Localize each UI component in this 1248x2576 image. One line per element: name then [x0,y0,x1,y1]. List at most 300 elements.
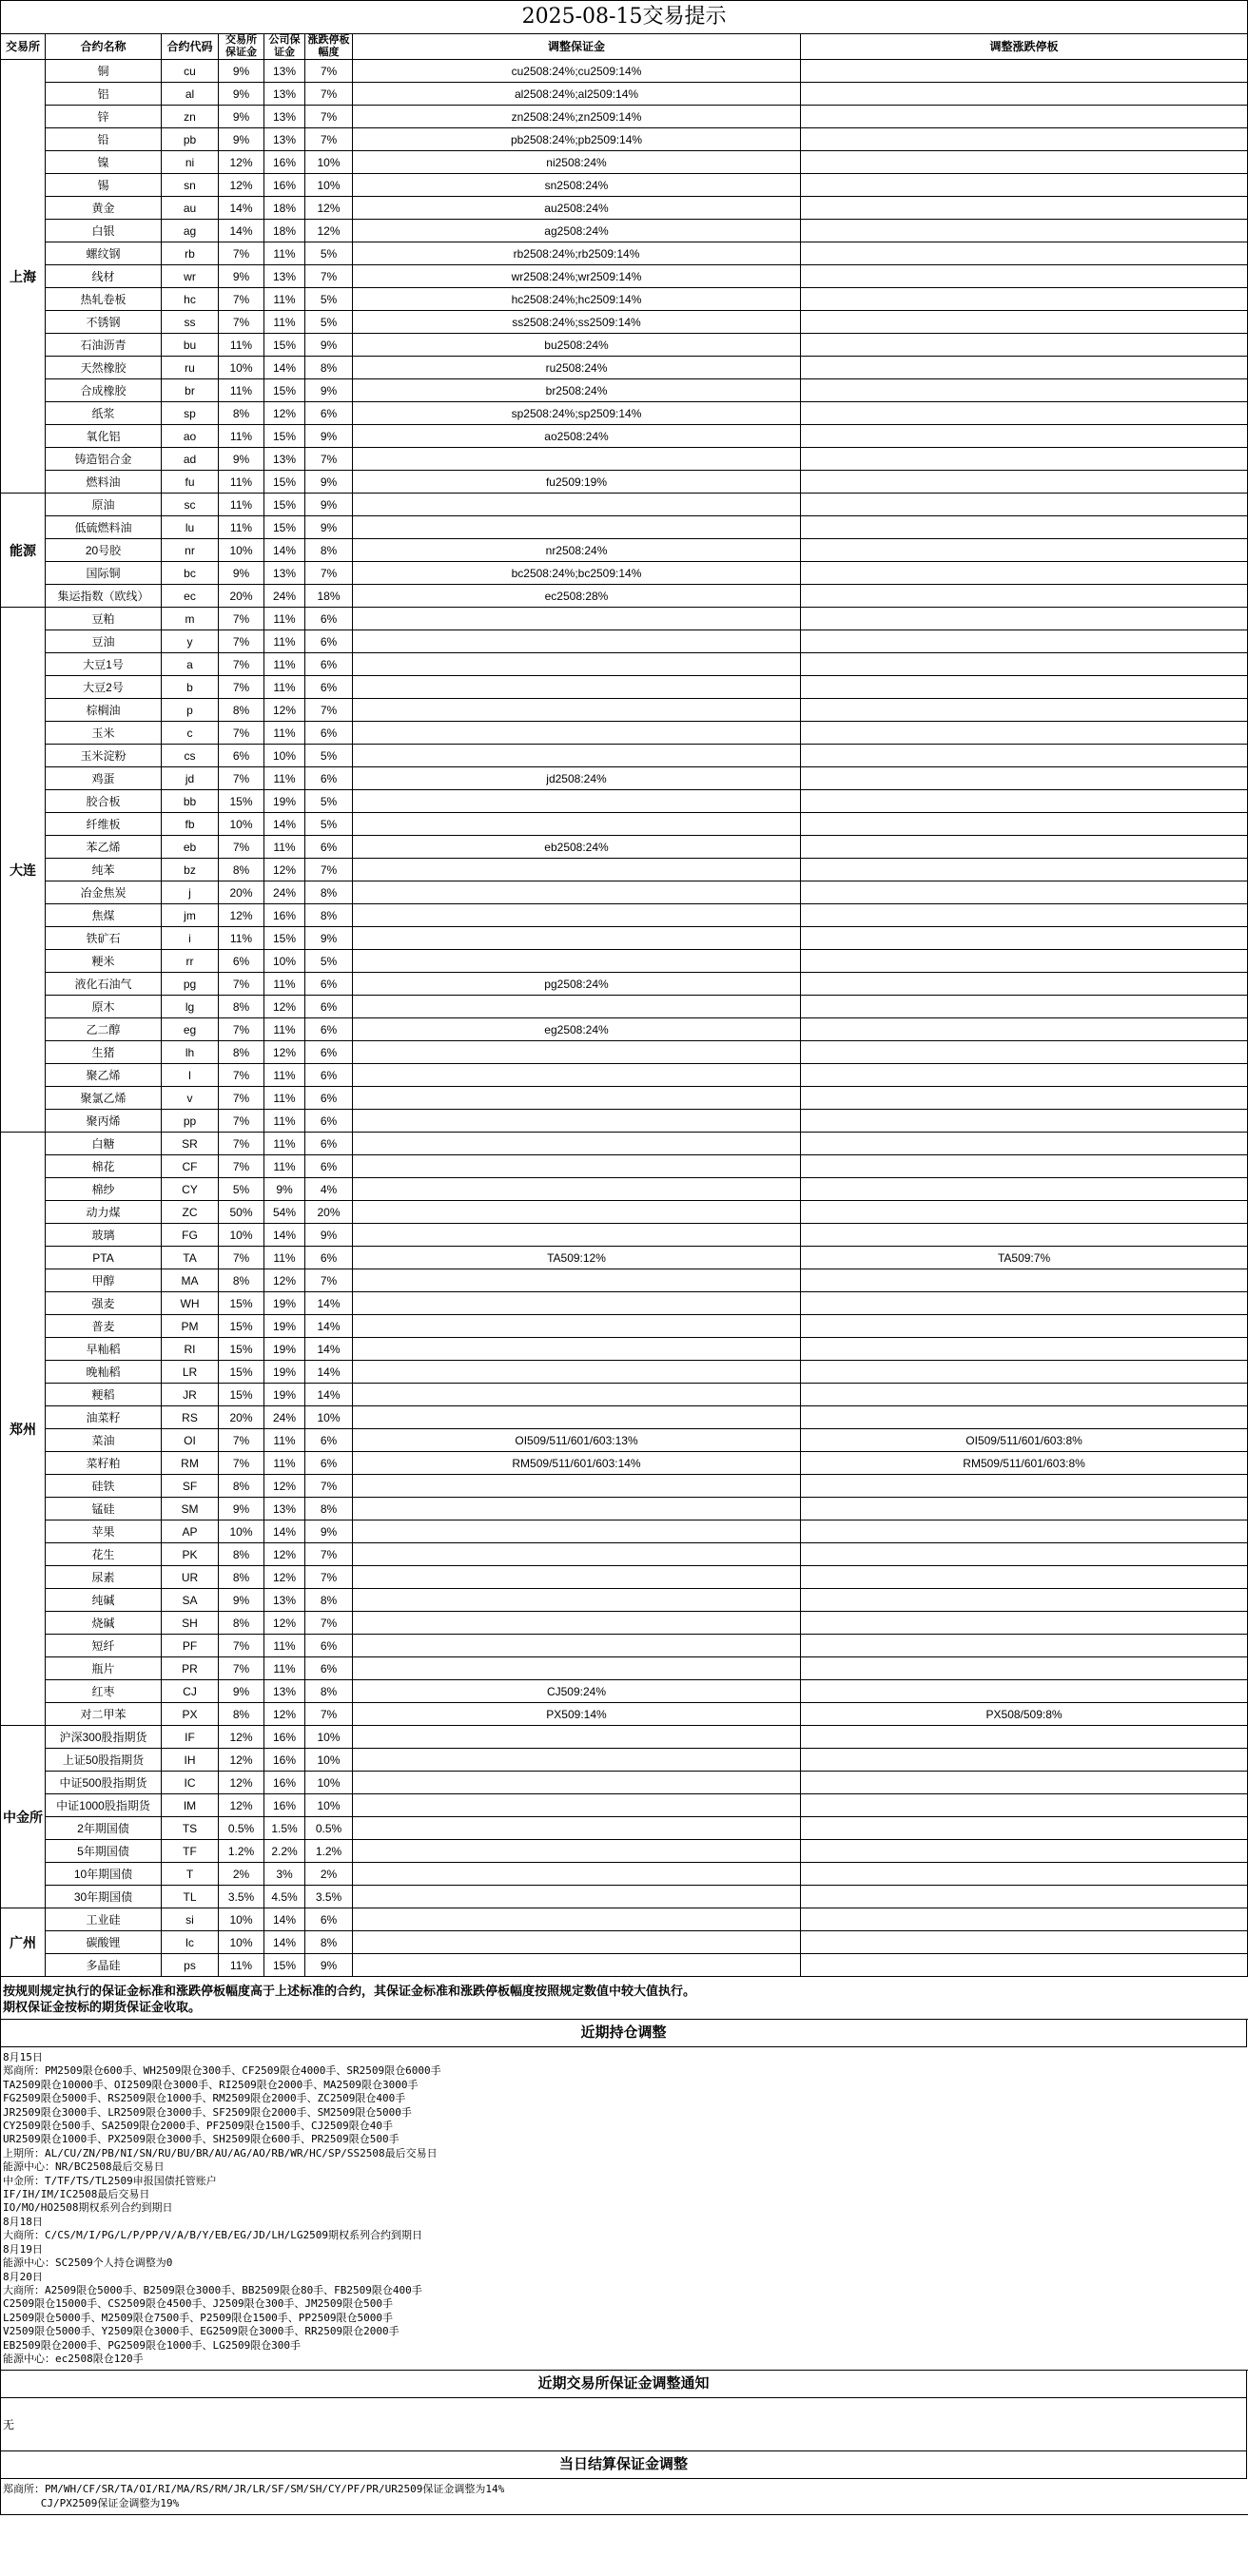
table-row [1,1064,1248,1087]
contract-code-cell: b [162,676,219,699]
table-row [1,1589,1248,1612]
adjusted-margin-cell: au2508:24% [353,197,801,220]
contract-name-cell: 玉米淀粉 [46,745,162,767]
contract-name-cell: 铅 [46,128,162,151]
table-row [1,1635,1248,1657]
contract-name-cell: 冶金焦炭 [46,881,162,904]
exchange-margin-cell: 7% [219,1452,264,1475]
adjusted-limit-cell [801,745,1248,767]
company-margin-cell: 11% [264,1064,305,1087]
adjusted-limit-cell [801,767,1248,790]
limit-range-cell: 8% [305,1589,353,1612]
adjusted-margin-cell [353,1406,801,1429]
limit-range-cell: 10% [305,151,353,174]
adjusted-margin-cell: PX509:14% [353,1703,801,1726]
adjusted-margin-cell [353,1612,801,1635]
adjusted-limit-cell [801,1475,1248,1498]
contract-name-cell: 苹果 [46,1520,162,1543]
table-row [1,1543,1248,1566]
contract-name-cell: 黄金 [46,197,162,220]
company-margin-cell: 16% [264,174,305,197]
exchange-margin-cell: 12% [219,1749,264,1772]
contract-name-cell: 原木 [46,996,162,1018]
table-row [1,1361,1248,1384]
table-row [1,1201,1248,1224]
contract-code-cell: sn [162,174,219,197]
exchange-margin-cell: 11% [219,1954,264,1977]
company-margin-cell: 11% [264,1635,305,1657]
company-margin-cell: 19% [264,1361,305,1384]
adjusted-limit-cell [801,402,1248,425]
limit-range-cell: 5% [305,311,353,334]
exchange-margin-cell: 15% [219,790,264,813]
table-row [1,1794,1248,1817]
contract-code-cell: cs [162,745,219,767]
limit-range-cell: 1.2% [305,1840,353,1863]
contract-code-cell: pg [162,973,219,996]
company-margin-cell: 16% [264,904,305,927]
adjusted-margin-cell [353,1292,801,1315]
limit-range-cell: 8% [305,1680,353,1703]
exchange-margin-cell: 8% [219,1269,264,1292]
adjusted-margin-cell [353,1635,801,1657]
contract-name-cell: 燃料油 [46,471,162,494]
adjusted-margin-cell: sn2508:24% [353,174,801,197]
contract-code-cell: PR [162,1657,219,1680]
adjusted-margin-cell: ec2508:28% [353,585,801,608]
limit-range-cell: 14% [305,1315,353,1338]
limit-range-cell: 7% [305,859,353,881]
contract-name-cell: 氧化铝 [46,425,162,448]
limit-range-cell: 20% [305,1201,353,1224]
adjusted-margin-cell: al2508:24%;al2509:14% [353,83,801,106]
contract-code-cell: cu [162,60,219,83]
exchange-margin-cell: 11% [219,494,264,516]
adjusted-margin-cell [353,1224,801,1247]
contract-name-cell: 5年期国债 [46,1840,162,1863]
company-margin-cell: 14% [264,1520,305,1543]
adjusted-limit-cell [801,1726,1248,1749]
position-adjust-body: 8月15日 郑商所：PM2509限仓600手、WH2509限仓300手、CF2509限仓4000手、SR2509限仓6000手 TA2509限仓10000手、OI2509限仓3000手、RI2509限仓2000手、MA2509限仓3000手 FG2509限仓5000手、RS2509限仓1000手、RM2509限仓2000手、ZC2509限仓400手 JR2509限仓3000手、LR2509限仓3000手、SF2509限仓2000手、SM2509限仓5000手 CY2509限仓500手、SA2509限仓2000手、PF2509限仓1500手、CJ2509限仓40手 UR2509限仓1000手、PX2509限仓3000手、SH2509限仓600手、PR2509限仓500手 上期所：AL/CU/ZN/PB/NI/SN/RU/BU/BR/AU/AG/AO/RB/WR/HC/SP/SS2508最后交易日 能源中心：NR/BC2508最后交易日 中金所：T/TF/TS/TL2509申报国债托管账户 IF/IH/IM/IC2508最后交易日 IO/MO/HO2508期权系列合约到期日 8月18日 大商所：C/CS/M/I/PG/L/P/PP/V/A/B/Y/EB/EG/JD/LH/LG2509期权系列合约到期日 8月19日 能源中心：SC2509个人持仓调整为0 8月20日 大商所：A2509限仓5000手、B2509限仓3000手、BB2509限仓80手、FB2509限仓400手 C2509限仓15000手、CS2509限仓4500手、J2509限仓300手、JM2509限仓500手 L2509限仓5000手、M2509限仓7500手、P2509限仓1500手、PP2509限仓5000手 V2509限仓5000手、Y2509限仓3000手、EG2509限仓3000手、RR2509限仓2000手 EB2509限仓2000手、PG2509限仓1000手、LG2509限仓300手 能源中心：ec2508限仓120手 [0,2047,1248,2371]
contract-name-cell: 石油沥青 [46,334,162,357]
exchange-margin-cell: 9% [219,106,264,128]
contract-code-cell: lg [162,996,219,1018]
table-row [1,265,1248,288]
contract-name-cell: 胶合板 [46,790,162,813]
contract-code-cell: TA [162,1247,219,1269]
table-row [1,1680,1248,1703]
contract-code-cell: br [162,379,219,402]
exchange-margin-cell: 15% [219,1361,264,1384]
adjusted-limit-cell: RM509/511/601/603:8% [801,1452,1248,1475]
adjusted-limit-cell [801,1566,1248,1589]
adjusted-margin-cell [353,1863,801,1886]
table-row [1,1110,1248,1133]
limit-range-cell: 9% [305,516,353,539]
contract-code-cell: T [162,1863,219,1886]
limit-range-cell: 10% [305,1406,353,1429]
table-row [1,790,1248,813]
company-margin-cell: 11% [264,608,305,630]
contract-code-cell: MA [162,1269,219,1292]
limit-range-cell: 6% [305,1635,353,1657]
adjusted-limit-cell [801,448,1248,471]
company-margin-cell: 9% [264,1178,305,1201]
adjusted-margin-cell [353,1338,801,1361]
exchange-margin-cell: 9% [219,60,264,83]
adjusted-margin-cell [353,1726,801,1749]
exchange-margin-cell: 5% [219,1178,264,1201]
exchange-margin-cell: 11% [219,927,264,950]
exchange-margin-cell: 10% [219,1908,264,1931]
exchange-margin-cell: 14% [219,197,264,220]
table-row [1,630,1248,653]
company-margin-cell: 13% [264,128,305,151]
adjusted-limit-cell [801,1543,1248,1566]
table-row [1,585,1248,608]
adjusted-limit-cell [801,722,1248,745]
exchange-cell: 能源 [1,494,46,608]
adjusted-limit-cell [801,1908,1248,1931]
contract-name-cell: 低硫燃料油 [46,516,162,539]
limit-range-cell: 7% [305,83,353,106]
adjusted-limit-cell [801,1110,1248,1133]
contract-name-cell: 沪深300股指期货 [46,1726,162,1749]
table-row [1,1269,1248,1292]
exchange-margin-cell: 8% [219,1703,264,1726]
exchange-margin-cell: 2% [219,1863,264,1886]
contract-code-cell: i [162,927,219,950]
exchange-margin-cell: 10% [219,539,264,562]
adjusted-limit-cell [801,653,1248,676]
exchange-margin-cell: 12% [219,1726,264,1749]
contract-name-cell: 纯碱 [46,1589,162,1612]
table-row [1,813,1248,836]
adjusted-margin-cell [353,1908,801,1931]
contract-name-cell: 焦煤 [46,904,162,927]
exchange-margin-cell: 20% [219,585,264,608]
company-margin-cell: 11% [264,630,305,653]
exchange-margin-cell: 10% [219,1520,264,1543]
contract-name-cell: 线材 [46,265,162,288]
limit-range-cell: 7% [305,1475,353,1498]
adjusted-margin-cell [353,950,801,973]
adjusted-margin-cell [353,494,801,516]
contract-name-cell: 镍 [46,151,162,174]
exchange-margin-cell: 9% [219,562,264,585]
contract-code-cell: lh [162,1041,219,1064]
limit-range-cell: 9% [305,494,353,516]
exchange-margin-cell: 7% [219,630,264,653]
limit-range-cell: 7% [305,448,353,471]
exchange-margin-cell: 11% [219,471,264,494]
table-row [1,539,1248,562]
limit-range-cell: 10% [305,1726,353,1749]
table-row [1,1886,1248,1908]
adjusted-limit-cell [801,950,1248,973]
limit-range-cell: 9% [305,1520,353,1543]
adjusted-limit-cell [801,516,1248,539]
table-row [1,1612,1248,1635]
limit-range-cell: 9% [305,471,353,494]
contract-code-cell: SH [162,1612,219,1635]
company-margin-cell: 11% [264,1429,305,1452]
company-margin-cell: 16% [264,1772,305,1794]
adjusted-margin-cell [353,516,801,539]
header-adjusted-margin: 调整保证金 [353,34,801,60]
contract-code-cell: bb [162,790,219,813]
contract-code-cell: pb [162,128,219,151]
contract-name-cell: 铝 [46,83,162,106]
settle-margin-body: 郑商所：PM/WH/CF/SR/TA/OI/RI/MA/RS/RM/JR/LR/SF/SM/SH/CY/PF/PR/UR2509保证金调整为14% CJ/PX2509保证金调整为19% [0,2479,1248,2515]
exchange-margin-cell: 8% [219,1612,264,1635]
adjusted-margin-cell [353,630,801,653]
contract-code-cell: UR [162,1566,219,1589]
exchange-margin-cell: 7% [219,1247,264,1269]
adjusted-limit-cell: PX508/509:8% [801,1703,1248,1726]
adjusted-margin-cell [353,1589,801,1612]
adjusted-margin-cell [353,1064,801,1087]
limit-range-cell: 7% [305,106,353,128]
adjusted-limit-cell [801,1087,1248,1110]
company-margin-cell: 14% [264,1931,305,1954]
company-margin-cell: 19% [264,1338,305,1361]
company-margin-cell: 11% [264,1110,305,1133]
contract-name-cell: 棕榈油 [46,699,162,722]
table-row [1,402,1248,425]
table-header-row [1,34,1248,60]
contract-name-cell: 碳酸锂 [46,1931,162,1954]
adjusted-limit-cell [801,585,1248,608]
table-row [1,1566,1248,1589]
contract-code-cell: CY [162,1178,219,1201]
limit-range-cell: 6% [305,1452,353,1475]
adjusted-margin-cell: br2508:24% [353,379,801,402]
adjusted-limit-cell [801,699,1248,722]
company-margin-cell: 24% [264,585,305,608]
company-margin-cell: 11% [264,973,305,996]
contract-name-cell: 普麦 [46,1315,162,1338]
limit-range-cell: 8% [305,357,353,379]
adjusted-limit-cell [801,174,1248,197]
limit-range-cell: 8% [305,1498,353,1520]
adjusted-margin-cell [353,1475,801,1498]
table-row [1,83,1248,106]
table-row [1,220,1248,242]
table-row [1,881,1248,904]
company-margin-cell: 24% [264,1406,305,1429]
contract-name-cell: 铁矿石 [46,927,162,950]
contract-code-cell: PM [162,1315,219,1338]
limit-range-cell: 7% [305,1612,353,1635]
limit-range-cell: 5% [305,813,353,836]
company-margin-cell: 11% [264,722,305,745]
limit-range-cell: 14% [305,1361,353,1384]
contract-code-cell: SA [162,1589,219,1612]
header-contract-code: 合约代码 [162,34,219,60]
contract-name-cell: 玻璃 [46,1224,162,1247]
adjusted-limit-cell [801,242,1248,265]
adjusted-margin-cell: ao2508:24% [353,425,801,448]
table-row [1,242,1248,265]
company-margin-cell: 3% [264,1863,305,1886]
adjusted-limit-cell [801,197,1248,220]
limit-range-cell: 9% [305,334,353,357]
adjusted-margin-cell: jd2508:24% [353,767,801,790]
limit-range-cell: 12% [305,220,353,242]
exchange-margin-cell: 6% [219,950,264,973]
limit-range-cell: 6% [305,402,353,425]
table-row [1,859,1248,881]
adjusted-margin-cell [353,745,801,767]
adjusted-margin-cell [353,676,801,699]
adjusted-margin-cell: ru2508:24% [353,357,801,379]
contract-name-cell: 生猪 [46,1041,162,1064]
exchange-margin-cell: 7% [219,1064,264,1087]
table-row [1,288,1248,311]
limit-range-cell: 12% [305,197,353,220]
exchange-margin-cell: 7% [219,1087,264,1110]
exchange-margin-cell: 12% [219,904,264,927]
company-margin-cell: 10% [264,950,305,973]
adjusted-margin-cell [353,1110,801,1133]
contract-name-cell: 2年期国债 [46,1817,162,1840]
adjusted-limit-cell [801,1931,1248,1954]
adjusted-margin-cell: CJ509:24% [353,1680,801,1703]
company-margin-cell: 15% [264,1954,305,1977]
table-row [1,950,1248,973]
contract-code-cell: wr [162,265,219,288]
contract-name-cell: 20号胶 [46,539,162,562]
adjusted-margin-cell: TA509:12% [353,1247,801,1269]
table-row [1,1475,1248,1498]
limit-range-cell: 7% [305,60,353,83]
contract-code-cell: si [162,1908,219,1931]
contract-code-cell: l [162,1064,219,1087]
contract-name-cell: 尿素 [46,1566,162,1589]
table-row [1,1772,1248,1794]
exchange-margin-cell: 11% [219,425,264,448]
adjusted-limit-cell [801,881,1248,904]
contract-code-cell: jd [162,767,219,790]
exchange-margin-cell: 7% [219,1657,264,1680]
table-row [1,128,1248,151]
adjusted-margin-cell [353,1886,801,1908]
contract-code-cell: ao [162,425,219,448]
contract-code-cell: eg [162,1018,219,1041]
contract-code-cell: j [162,881,219,904]
contract-code-cell: RM [162,1452,219,1475]
limit-range-cell: 8% [305,1931,353,1954]
company-margin-cell: 15% [264,334,305,357]
table-row [1,379,1248,402]
contract-name-cell: 鸡蛋 [46,767,162,790]
contract-name-cell: 中证500股指期货 [46,1772,162,1794]
exchange-margin-cell: 8% [219,1543,264,1566]
contract-code-cell: RI [162,1338,219,1361]
exchange-margin-cell: 7% [219,242,264,265]
exchange-margin-cell: 7% [219,1133,264,1155]
limit-range-cell: 6% [305,630,353,653]
table-row [1,471,1248,494]
limit-range-cell: 6% [305,1064,353,1087]
adjusted-margin-cell [353,608,801,630]
adjusted-limit-cell [801,334,1248,357]
adjusted-margin-cell [353,813,801,836]
exchange-margin-cell: 15% [219,1338,264,1361]
limit-range-cell: 6% [305,1133,353,1155]
adjusted-margin-cell [353,722,801,745]
table-row [1,1931,1248,1954]
table-row [1,197,1248,220]
exchange-margin-cell: 7% [219,653,264,676]
table-row [1,608,1248,630]
adjusted-limit-cell [801,608,1248,630]
adjusted-limit-cell [801,1794,1248,1817]
contract-name-cell: 螺纹钢 [46,242,162,265]
adjusted-limit-cell [801,539,1248,562]
contract-code-cell: rb [162,242,219,265]
contract-name-cell: 早籼稻 [46,1338,162,1361]
adjusted-margin-cell [353,448,801,471]
exchange-margin-cell: 7% [219,767,264,790]
company-margin-cell: 12% [264,996,305,1018]
adjusted-limit-cell [801,1361,1248,1384]
adjusted-margin-cell: pb2508:24%;pb2509:14% [353,128,801,151]
contract-name-cell: 纤维板 [46,813,162,836]
table-row [1,1498,1248,1520]
contract-name-cell: 粳米 [46,950,162,973]
limit-range-cell: 9% [305,379,353,402]
exchange-margin-cell: 7% [219,722,264,745]
limit-range-cell: 9% [305,425,353,448]
adjusted-limit-cell [801,265,1248,288]
company-margin-cell: 24% [264,881,305,904]
adjusted-margin-cell: RM509/511/601/603:14% [353,1452,801,1475]
adjusted-limit-cell [801,1520,1248,1543]
adjusted-limit-cell [801,128,1248,151]
company-margin-cell: 12% [264,1269,305,1292]
contract-code-cell: hc [162,288,219,311]
table-row [1,1384,1248,1406]
adjusted-limit-cell [801,1886,1248,1908]
company-margin-cell: 11% [264,1452,305,1475]
contract-code-cell: JR [162,1384,219,1406]
adjusted-limit-cell [801,904,1248,927]
exchange-margin-cell: 14% [219,220,264,242]
exchange-margin-cell: 10% [219,813,264,836]
table-row [1,1908,1248,1931]
limit-range-cell: 10% [305,1794,353,1817]
adjusted-limit-cell [801,1064,1248,1087]
company-margin-cell: 14% [264,813,305,836]
exchange-margin-cell: 11% [219,516,264,539]
limit-range-cell: 7% [305,1543,353,1566]
adjusted-margin-cell [353,904,801,927]
limit-range-cell: 9% [305,1954,353,1977]
exchange-margin-cell: 15% [219,1292,264,1315]
adjusted-limit-cell [801,1155,1248,1178]
limit-range-cell: 6% [305,767,353,790]
company-margin-cell: 15% [264,379,305,402]
adjusted-limit-cell [801,1772,1248,1794]
contract-name-cell: 硅铁 [46,1475,162,1498]
contract-name-cell: 聚氯乙烯 [46,1087,162,1110]
adjusted-margin-cell: zn2508:24%;zn2509:14% [353,106,801,128]
contract-code-cell: ps [162,1954,219,1977]
company-margin-cell: 14% [264,357,305,379]
adjusted-limit-cell [801,1384,1248,1406]
